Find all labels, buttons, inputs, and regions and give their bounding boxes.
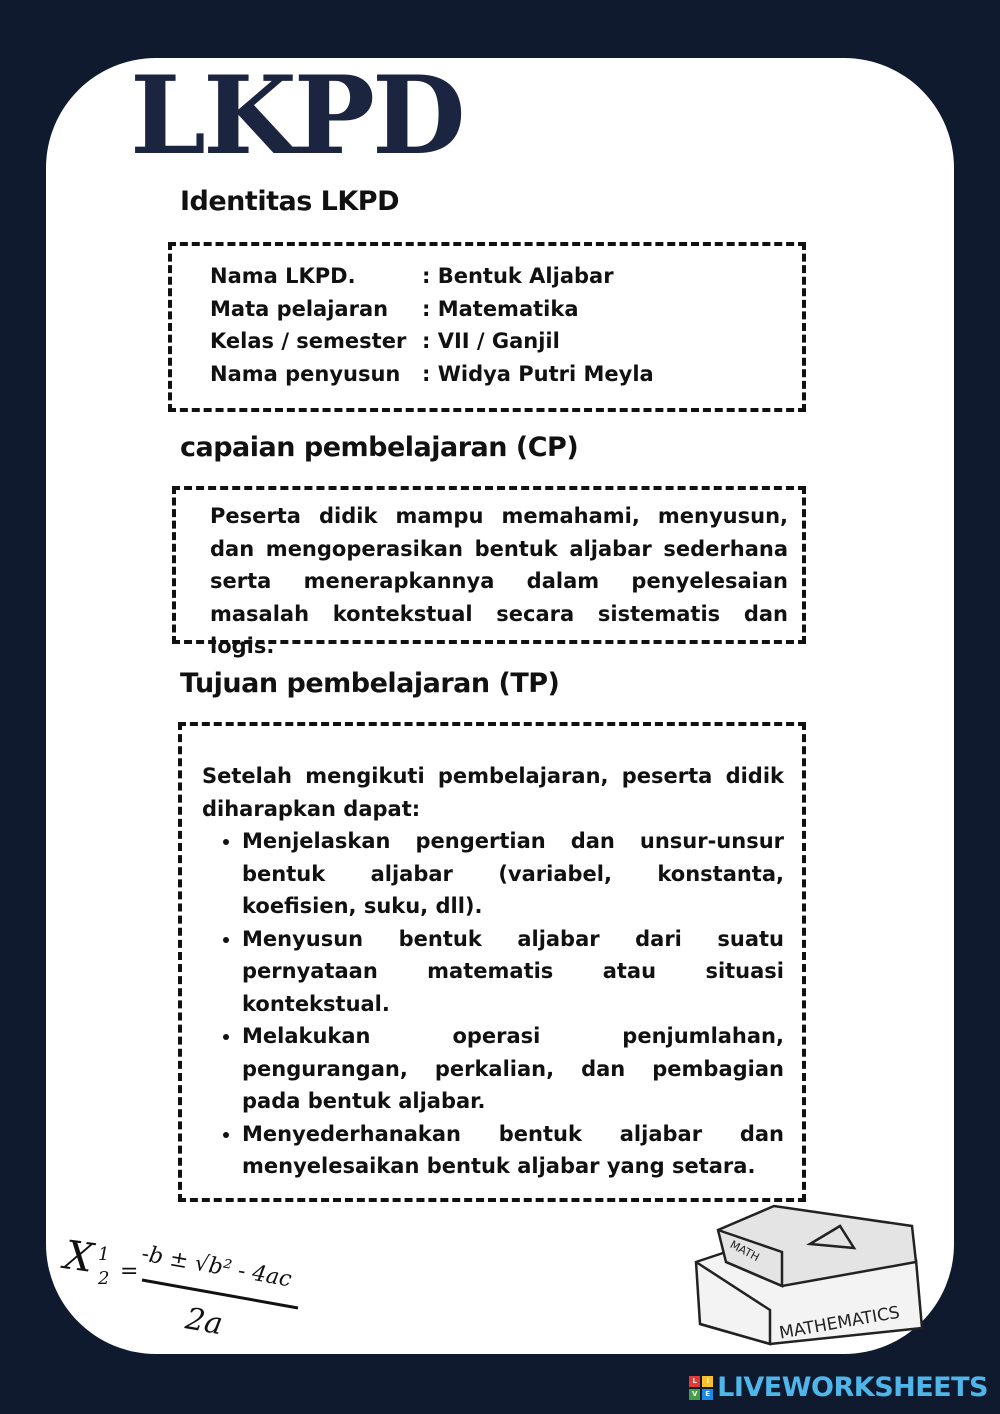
liveworksheets-logo-icon	[689, 1376, 713, 1400]
identitas-row-nama-lkpd	[210, 260, 802, 293]
identitas-value: : Matematika	[422, 296, 579, 321]
identitas-value: : VII / Ganjil	[422, 329, 560, 353]
cp-box	[172, 486, 806, 658]
tp-list-item: • Melakukan operasi penjumlahan, pengurangan, perkalian, dan pembagian pada bentuk aljabar.	[242, 1020, 784, 1118]
cp-heading: capaian pembelajaran (CP)	[180, 432, 579, 463]
tp-list-item: • Menjelaskan pengertian dan unsur-unsur bentuk aljabar (variabel, konstanta, koefisien, suku, dll).	[242, 825, 784, 923]
logo-tile-l: L	[689, 1376, 700, 1387]
lkpd-logo: LKPD	[130, 53, 463, 179]
identitas-row-mata-pelajaran	[210, 293, 802, 326]
formula-x: X	[61, 1232, 96, 1282]
identitas-row-kelas-semester	[210, 325, 802, 358]
liveworksheets-watermark[interactable]	[689, 1372, 988, 1403]
tp-heading: Tujuan pembelajaran (TP)	[180, 668, 560, 699]
top-book-label: MATH	[727, 1238, 762, 1265]
identitas-label: Nama penyusun	[210, 361, 401, 386]
bottom-book-label: MATHEMATICS	[777, 1302, 902, 1344]
logo-tile-i: I	[702, 1376, 713, 1387]
formula-equals: =	[120, 1259, 139, 1284]
identitas-label: Kelas / semester	[210, 329, 407, 353]
formula-sub-2: 2	[98, 1268, 110, 1289]
liveworksheets-text: LIVEWORKSHEETS	[717, 1372, 988, 1403]
identitas-row-nama-penyusun	[210, 358, 802, 391]
identitas-label: Mata pelajaran	[210, 296, 389, 321]
cp-text: Peserta didik mampu memahami, menyusun, dan mengoperasikan bentuk aljabar sederhana serta menerapkannya dalam penyelesaian masalah kontekstual secara sistematis dan logis.	[210, 504, 788, 658]
identitas-box	[168, 242, 806, 412]
tp-intro: Setelah mengikuti pembelajaran, peserta didik diharapkan dapat:	[202, 764, 784, 821]
tp-box	[178, 722, 806, 1202]
identitas-value: : Bentuk Aljabar	[422, 264, 614, 288]
logo-tile-e: E	[702, 1389, 713, 1400]
formula-sub-1: 1	[98, 1244, 110, 1265]
identitas-heading: Identitas LKPD	[180, 186, 399, 217]
math-books-illustration	[690, 1200, 930, 1350]
logo-tile-v: V	[689, 1389, 700, 1400]
tp-list	[202, 825, 784, 1183]
formula-denominator: 2a	[182, 1301, 226, 1343]
identitas-value: : Widya Putri Meyla	[422, 361, 654, 386]
quadratic-formula-illustration	[58, 1220, 318, 1350]
tp-list-item: • Menyederhanakan bentuk aljabar dan menyelesaikan bentuk aljabar yang setara.	[242, 1118, 784, 1183]
identitas-label: Nama LKPD.	[210, 264, 356, 288]
formula-numerator: -b ± √b² - 4ac	[139, 1241, 294, 1293]
tp-list-item: • Menyusun bentuk aljabar dari suatu pernyataan matematis atau situasi kontekstual.	[242, 923, 784, 1021]
